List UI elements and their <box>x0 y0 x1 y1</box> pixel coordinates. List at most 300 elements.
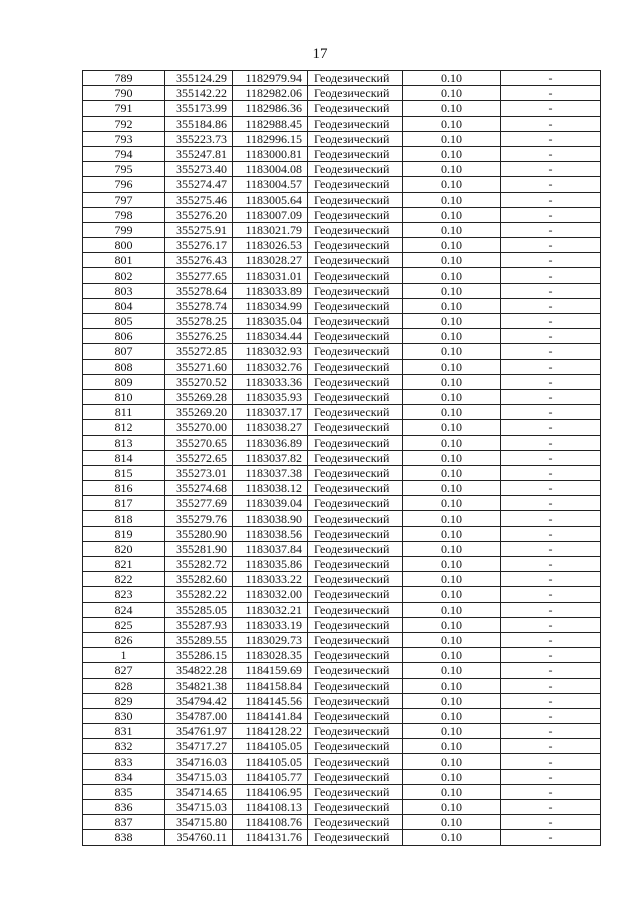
table-row <box>83 162 601 177</box>
method-cell: Геодезический <box>308 496 403 511</box>
method-cell: Геодезический <box>308 587 403 602</box>
table-row <box>83 314 601 329</box>
description-cell: - <box>501 481 601 496</box>
y-coordinate-cell: 1184105.05 <box>233 739 308 754</box>
description-cell: - <box>501 314 601 329</box>
method-cell: Геодезический <box>308 617 403 632</box>
x-coordinate-cell: 355274.68 <box>165 481 233 496</box>
y-coordinate-cell: 1184158.84 <box>233 678 308 693</box>
x-coordinate-cell: 355276.43 <box>165 253 233 268</box>
table-row <box>83 268 601 283</box>
point-number-cell: 804 <box>83 298 165 313</box>
description-cell: - <box>501 192 601 207</box>
accuracy-cell: 0.10 <box>403 116 501 131</box>
x-coordinate-cell: 355271.60 <box>165 359 233 374</box>
method-cell: Геодезический <box>308 86 403 101</box>
description-cell: - <box>501 526 601 541</box>
accuracy-cell: 0.10 <box>403 435 501 450</box>
accuracy-cell: 0.10 <box>403 131 501 146</box>
y-coordinate-cell: 1182979.94 <box>233 71 308 86</box>
x-coordinate-cell: 355282.22 <box>165 587 233 602</box>
y-coordinate-cell: 1183035.04 <box>233 314 308 329</box>
x-coordinate-cell: 354715.80 <box>165 815 233 830</box>
x-coordinate-cell: 355278.25 <box>165 314 233 329</box>
y-coordinate-cell: 1183000.81 <box>233 146 308 161</box>
method-cell: Геодезический <box>308 116 403 131</box>
description-cell: - <box>501 389 601 404</box>
description-cell: - <box>501 678 601 693</box>
point-number-cell: 838 <box>83 830 165 845</box>
method-cell: Геодезический <box>308 222 403 237</box>
accuracy-cell: 0.10 <box>403 800 501 815</box>
table-row <box>83 693 601 708</box>
description-cell: - <box>501 222 601 237</box>
method-cell: Геодезический <box>308 268 403 283</box>
table-row <box>83 663 601 678</box>
x-coordinate-cell: 355276.20 <box>165 207 233 222</box>
point-number-cell: 800 <box>83 238 165 253</box>
point-number-cell: 837 <box>83 815 165 830</box>
table-row <box>83 465 601 480</box>
accuracy-cell: 0.10 <box>403 298 501 313</box>
method-cell: Геодезический <box>308 511 403 526</box>
y-coordinate-cell: 1183035.86 <box>233 557 308 572</box>
accuracy-cell: 0.10 <box>403 602 501 617</box>
method-cell: Геодезический <box>308 374 403 389</box>
description-cell: - <box>501 131 601 146</box>
y-coordinate-cell: 1182982.06 <box>233 86 308 101</box>
y-coordinate-cell: 1183028.27 <box>233 253 308 268</box>
description-cell: - <box>501 800 601 815</box>
y-coordinate-cell: 1183039.04 <box>233 496 308 511</box>
description-cell: - <box>501 648 601 663</box>
x-coordinate-cell: 355278.64 <box>165 283 233 298</box>
accuracy-cell: 0.10 <box>403 101 501 116</box>
description-cell: - <box>501 815 601 830</box>
x-coordinate-cell: 355275.91 <box>165 222 233 237</box>
x-coordinate-cell: 355282.60 <box>165 572 233 587</box>
method-cell: Геодезический <box>308 101 403 116</box>
description-cell: - <box>501 739 601 754</box>
method-cell: Геодезический <box>308 557 403 572</box>
method-cell: Геодезический <box>308 465 403 480</box>
y-coordinate-cell: 1183026.53 <box>233 238 308 253</box>
accuracy-cell: 0.10 <box>403 146 501 161</box>
x-coordinate-cell: 354716.03 <box>165 754 233 769</box>
accuracy-cell: 0.10 <box>403 541 501 556</box>
y-coordinate-cell: 1183021.79 <box>233 222 308 237</box>
method-cell: Геодезический <box>308 435 403 450</box>
description-cell: - <box>501 207 601 222</box>
table-row <box>83 389 601 404</box>
y-coordinate-cell: 1184105.77 <box>233 769 308 784</box>
table-row <box>83 329 601 344</box>
point-number-cell: 816 <box>83 481 165 496</box>
accuracy-cell: 0.10 <box>403 724 501 739</box>
y-coordinate-cell: 1183037.82 <box>233 450 308 465</box>
description-cell: - <box>501 177 601 192</box>
table-row <box>83 177 601 192</box>
y-coordinate-cell: 1182996.15 <box>233 131 308 146</box>
x-coordinate-cell: 355285.05 <box>165 602 233 617</box>
x-coordinate-cell: 354715.03 <box>165 800 233 815</box>
point-number-cell: 806 <box>83 329 165 344</box>
coordinates-table <box>82 70 601 846</box>
accuracy-cell: 0.10 <box>403 648 501 663</box>
point-number-cell: 801 <box>83 253 165 268</box>
y-coordinate-cell: 1183034.99 <box>233 298 308 313</box>
y-coordinate-cell: 1184108.13 <box>233 800 308 815</box>
accuracy-cell: 0.10 <box>403 708 501 723</box>
y-coordinate-cell: 1183032.00 <box>233 587 308 602</box>
method-cell: Геодезический <box>308 207 403 222</box>
y-coordinate-cell: 1184128.22 <box>233 724 308 739</box>
method-cell: Геодезический <box>308 602 403 617</box>
table-row <box>83 405 601 420</box>
accuracy-cell: 0.10 <box>403 572 501 587</box>
y-coordinate-cell: 1183007.09 <box>233 207 308 222</box>
table-row <box>83 298 601 313</box>
description-cell: - <box>501 587 601 602</box>
method-cell: Геодезический <box>308 739 403 754</box>
description-cell: - <box>501 101 601 116</box>
method-cell: Геодезический <box>308 526 403 541</box>
point-number-cell: 819 <box>83 526 165 541</box>
page-number: 17 <box>312 46 328 62</box>
x-coordinate-cell: 355270.65 <box>165 435 233 450</box>
description-cell: - <box>501 86 601 101</box>
description-cell: - <box>501 268 601 283</box>
point-number-cell: 812 <box>83 420 165 435</box>
point-number-cell: 790 <box>83 86 165 101</box>
y-coordinate-cell: 1183033.22 <box>233 572 308 587</box>
table-row <box>83 572 601 587</box>
method-cell: Геодезический <box>308 693 403 708</box>
method-cell: Геодезический <box>308 541 403 556</box>
x-coordinate-cell: 355273.01 <box>165 465 233 480</box>
y-coordinate-cell: 1183032.21 <box>233 602 308 617</box>
x-coordinate-cell: 355281.90 <box>165 541 233 556</box>
accuracy-cell: 0.10 <box>403 268 501 283</box>
table-row <box>83 146 601 161</box>
y-coordinate-cell: 1183036.89 <box>233 435 308 450</box>
accuracy-cell: 0.10 <box>403 663 501 678</box>
description-cell: - <box>501 359 601 374</box>
method-cell: Геодезический <box>308 146 403 161</box>
table-row <box>83 86 601 101</box>
point-number-cell: 813 <box>83 435 165 450</box>
description-cell: - <box>501 496 601 511</box>
point-number-cell: 833 <box>83 754 165 769</box>
y-coordinate-cell: 1183033.36 <box>233 374 308 389</box>
point-number-cell: 817 <box>83 496 165 511</box>
description-cell: - <box>501 71 601 86</box>
accuracy-cell: 0.10 <box>403 678 501 693</box>
point-number-cell: 803 <box>83 283 165 298</box>
description-cell: - <box>501 146 601 161</box>
table-row <box>83 283 601 298</box>
point-number-cell: 795 <box>83 162 165 177</box>
description-cell: - <box>501 435 601 450</box>
point-number-cell: 815 <box>83 465 165 480</box>
x-coordinate-cell: 355124.29 <box>165 71 233 86</box>
x-coordinate-cell: 355269.20 <box>165 405 233 420</box>
y-coordinate-cell: 1183037.84 <box>233 541 308 556</box>
method-cell: Геодезический <box>308 405 403 420</box>
x-coordinate-cell: 355247.81 <box>165 146 233 161</box>
point-number-cell: 820 <box>83 541 165 556</box>
method-cell: Геодезический <box>308 450 403 465</box>
description-cell: - <box>501 602 601 617</box>
y-coordinate-cell: 1183029.73 <box>233 632 308 647</box>
y-coordinate-cell: 1183037.38 <box>233 465 308 480</box>
accuracy-cell: 0.10 <box>403 420 501 435</box>
x-coordinate-cell: 355223.73 <box>165 131 233 146</box>
x-coordinate-cell: 355287.93 <box>165 617 233 632</box>
x-coordinate-cell: 355286.15 <box>165 648 233 663</box>
y-coordinate-cell: 1183033.19 <box>233 617 308 632</box>
y-coordinate-cell: 1182988.45 <box>233 116 308 131</box>
point-number-cell: 808 <box>83 359 165 374</box>
method-cell: Геодезический <box>308 815 403 830</box>
table-row <box>83 435 601 450</box>
accuracy-cell: 0.10 <box>403 162 501 177</box>
accuracy-cell: 0.10 <box>403 739 501 754</box>
point-number-cell: 832 <box>83 739 165 754</box>
description-cell: - <box>501 465 601 480</box>
accuracy-cell: 0.10 <box>403 693 501 708</box>
accuracy-cell: 0.10 <box>403 405 501 420</box>
method-cell: Геодезический <box>308 329 403 344</box>
table-row <box>83 830 601 845</box>
description-cell: - <box>501 784 601 799</box>
point-number-cell: 826 <box>83 632 165 647</box>
accuracy-cell: 0.10 <box>403 238 501 253</box>
y-coordinate-cell: 1183005.64 <box>233 192 308 207</box>
method-cell: Геодезический <box>308 784 403 799</box>
method-cell: Геодезический <box>308 131 403 146</box>
accuracy-cell: 0.10 <box>403 450 501 465</box>
point-number-cell: 794 <box>83 146 165 161</box>
point-number-cell: 830 <box>83 708 165 723</box>
point-number-cell: 796 <box>83 177 165 192</box>
description-cell: - <box>501 450 601 465</box>
accuracy-cell: 0.10 <box>403 329 501 344</box>
description-cell: - <box>501 511 601 526</box>
x-coordinate-cell: 355276.17 <box>165 238 233 253</box>
point-number-cell: 792 <box>83 116 165 131</box>
point-number-cell: 828 <box>83 678 165 693</box>
y-coordinate-cell: 1184105.05 <box>233 754 308 769</box>
accuracy-cell: 0.10 <box>403 344 501 359</box>
point-number-cell: 1 <box>83 648 165 663</box>
accuracy-cell: 0.10 <box>403 283 501 298</box>
accuracy-cell: 0.10 <box>403 207 501 222</box>
x-coordinate-cell: 355173.99 <box>165 101 233 116</box>
method-cell: Геодезический <box>308 708 403 723</box>
table-row <box>83 602 601 617</box>
method-cell: Геодезический <box>308 238 403 253</box>
table-row <box>83 587 601 602</box>
table-row <box>83 207 601 222</box>
accuracy-cell: 0.10 <box>403 587 501 602</box>
point-number-cell: 836 <box>83 800 165 815</box>
method-cell: Геодезический <box>308 177 403 192</box>
point-number-cell: 834 <box>83 769 165 784</box>
table-row <box>83 101 601 116</box>
table-row <box>83 359 601 374</box>
x-coordinate-cell: 354760.11 <box>165 830 233 845</box>
table-row <box>83 481 601 496</box>
y-coordinate-cell: 1184106.95 <box>233 784 308 799</box>
method-cell: Геодезический <box>308 298 403 313</box>
point-number-cell: 818 <box>83 511 165 526</box>
x-coordinate-cell: 355280.90 <box>165 526 233 541</box>
description-cell: - <box>501 708 601 723</box>
table-row <box>83 116 601 131</box>
table-row <box>83 131 601 146</box>
accuracy-cell: 0.10 <box>403 784 501 799</box>
method-cell: Геодезический <box>308 632 403 647</box>
table-row <box>83 238 601 253</box>
table-row <box>83 708 601 723</box>
accuracy-cell: 0.10 <box>403 359 501 374</box>
x-coordinate-cell: 355142.22 <box>165 86 233 101</box>
point-number-cell: 810 <box>83 389 165 404</box>
accuracy-cell: 0.10 <box>403 86 501 101</box>
x-coordinate-cell: 355276.25 <box>165 329 233 344</box>
point-number-cell: 827 <box>83 663 165 678</box>
accuracy-cell: 0.10 <box>403 481 501 496</box>
point-number-cell: 791 <box>83 101 165 116</box>
table-row <box>83 617 601 632</box>
point-number-cell: 805 <box>83 314 165 329</box>
accuracy-cell: 0.10 <box>403 754 501 769</box>
method-cell: Геодезический <box>308 572 403 587</box>
table-row <box>83 511 601 526</box>
accuracy-cell: 0.10 <box>403 632 501 647</box>
point-number-cell: 831 <box>83 724 165 739</box>
x-coordinate-cell: 355269.28 <box>165 389 233 404</box>
accuracy-cell: 0.10 <box>403 511 501 526</box>
method-cell: Геодезический <box>308 71 403 86</box>
table-row <box>83 374 601 389</box>
y-coordinate-cell: 1183038.12 <box>233 481 308 496</box>
x-coordinate-cell: 354821.38 <box>165 678 233 693</box>
table-row <box>83 496 601 511</box>
method-cell: Геодезический <box>308 678 403 693</box>
x-coordinate-cell: 355274.47 <box>165 177 233 192</box>
point-number-cell: 824 <box>83 602 165 617</box>
table-row <box>83 800 601 815</box>
x-coordinate-cell: 354794.42 <box>165 693 233 708</box>
y-coordinate-cell: 1184159.69 <box>233 663 308 678</box>
method-cell: Геодезический <box>308 420 403 435</box>
table-row <box>83 632 601 647</box>
x-coordinate-cell: 354715.03 <box>165 769 233 784</box>
x-coordinate-cell: 355282.72 <box>165 557 233 572</box>
table-row <box>83 648 601 663</box>
point-number-cell: 811 <box>83 405 165 420</box>
x-coordinate-cell: 355275.46 <box>165 192 233 207</box>
point-number-cell: 797 <box>83 192 165 207</box>
x-coordinate-cell: 355270.00 <box>165 420 233 435</box>
point-number-cell: 799 <box>83 222 165 237</box>
table-row <box>83 344 601 359</box>
method-cell: Геодезический <box>308 830 403 845</box>
accuracy-cell: 0.10 <box>403 192 501 207</box>
y-coordinate-cell: 1183038.56 <box>233 526 308 541</box>
y-coordinate-cell: 1183038.90 <box>233 511 308 526</box>
point-number-cell: 802 <box>83 268 165 283</box>
x-coordinate-cell: 355279.76 <box>165 511 233 526</box>
method-cell: Геодезический <box>308 192 403 207</box>
accuracy-cell: 0.10 <box>403 253 501 268</box>
table-row <box>83 192 601 207</box>
table-row <box>83 526 601 541</box>
y-coordinate-cell: 1183004.57 <box>233 177 308 192</box>
method-cell: Геодезический <box>308 724 403 739</box>
accuracy-cell: 0.10 <box>403 830 501 845</box>
method-cell: Геодезический <box>308 663 403 678</box>
method-cell: Геодезический <box>308 253 403 268</box>
description-cell: - <box>501 617 601 632</box>
y-coordinate-cell: 1182986.36 <box>233 101 308 116</box>
accuracy-cell: 0.10 <box>403 389 501 404</box>
x-coordinate-cell: 355289.55 <box>165 632 233 647</box>
table-row <box>83 769 601 784</box>
x-coordinate-cell: 355273.40 <box>165 162 233 177</box>
method-cell: Геодезический <box>308 389 403 404</box>
description-cell: - <box>501 344 601 359</box>
description-cell: - <box>501 420 601 435</box>
table-row <box>83 678 601 693</box>
table-row <box>83 450 601 465</box>
point-number-cell: 789 <box>83 71 165 86</box>
accuracy-cell: 0.10 <box>403 496 501 511</box>
table-row <box>83 222 601 237</box>
x-coordinate-cell: 355277.69 <box>165 496 233 511</box>
method-cell: Геодезический <box>308 359 403 374</box>
x-coordinate-cell: 355272.65 <box>165 450 233 465</box>
description-cell: - <box>501 329 601 344</box>
description-cell: - <box>501 541 601 556</box>
accuracy-cell: 0.10 <box>403 465 501 480</box>
table-row <box>83 754 601 769</box>
table-row <box>83 784 601 799</box>
x-coordinate-cell: 354714.65 <box>165 784 233 799</box>
method-cell: Геодезический <box>308 754 403 769</box>
y-coordinate-cell: 1183034.44 <box>233 329 308 344</box>
x-coordinate-cell: 355272.85 <box>165 344 233 359</box>
coordinates-table-body <box>83 71 601 846</box>
description-cell: - <box>501 632 601 647</box>
description-cell: - <box>501 162 601 177</box>
description-cell: - <box>501 572 601 587</box>
point-number-cell: 825 <box>83 617 165 632</box>
y-coordinate-cell: 1183031.01 <box>233 268 308 283</box>
description-cell: - <box>501 374 601 389</box>
method-cell: Геодезический <box>308 481 403 496</box>
method-cell: Геодезический <box>308 344 403 359</box>
description-cell: - <box>501 253 601 268</box>
accuracy-cell: 0.10 <box>403 374 501 389</box>
point-number-cell: 807 <box>83 344 165 359</box>
table-row <box>83 815 601 830</box>
method-cell: Геодезический <box>308 648 403 663</box>
point-number-cell: 814 <box>83 450 165 465</box>
point-number-cell: 823 <box>83 587 165 602</box>
